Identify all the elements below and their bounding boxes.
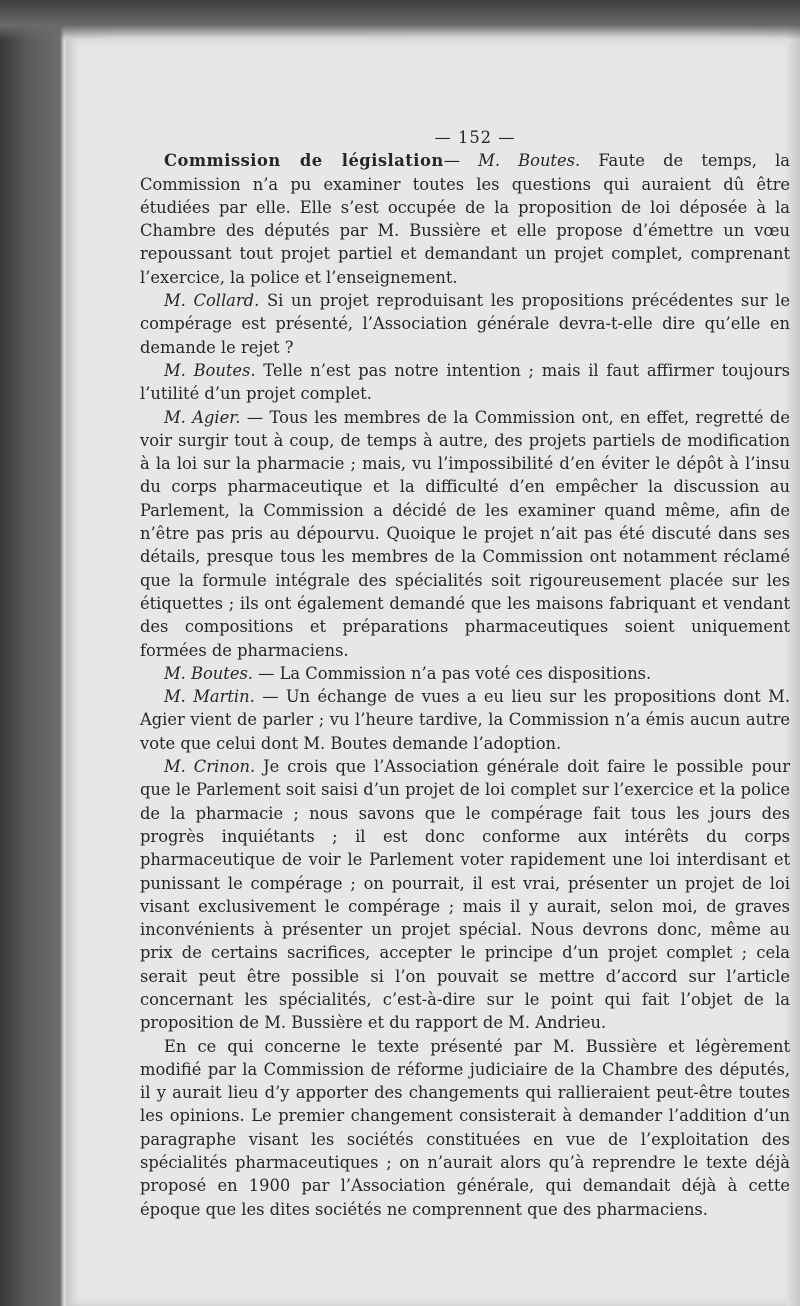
speaker-name: M. Martin. [164,687,255,707]
paragraph-8 [140,1035,790,1221]
paragraph-2 [140,289,790,359]
speaker-name: M. Agier. [164,407,241,427]
speaker-name: — M. Boutes. [443,151,581,171]
speaker-name: M. Boutes. [164,663,253,683]
speaker-name: M. Crinon. [164,757,256,777]
section-heading: Commission de législation [164,151,444,171]
paragraph-3 [140,359,790,406]
paragraph-6 [140,685,790,755]
paragraph-text: Je crois que l’Association générale doit faire le possible pour que le Parlement soit saisi d’un projet de loi complet sur l’exercice et la police de la pharmacie ; nous savons que le compérage fait tous les jours des progrès inquiétants ; il est donc conforme aux intérêts du corps pharmaceutique de voir le Parlement voter rapidement une loi interdisant et punissant le compérage ; on pourrait, il est vrai, présenter un projet de loi visant exclusivement le compérage ; mais il y aurait, selon moi, de graves inconvénients à présenter un projet spécial. Nous devrons donc, même au prix de certains sacrifices, accepter le principe d’un projet complet ; cela serait peut être possible si l’on pouvait se mettre d’accord sur l’article concernant les spécialités, c’est-à-dire sur le point qui fait l’objet de la proposition de M. Bussière et du rapport de M. Andrieu. [140,757,790,1033]
page-number: — 152 — [434,128,516,147]
speaker-name: M. Collard. [164,291,260,311]
paragraph-text: Faute de temps, la Commission n’a pu examiner toutes les questions qui auraient dû être étudiées par elle. Elle s’est occupée de la proposition de loi déposée à la Chambre des députés par M. Bussière et elle propose d’émettre un vœu repoussant tout projet partiel et demandant un projet complet, comprenant l’exercice, la police et l’enseignement. [140,151,790,287]
paragraph-text: Telle n’est pas notre intention ; mais il faut affirmer toujours l’utilité d’un projet complet. [140,360,791,404]
document-body [140,126,790,1221]
paragraph-text: — Un échange de vues a eu lieu sur les propositions dont M. Agier vient de parler ; vu l’heure tardive, la Commission n’a émis aucun autre vote que celui dont M. Boutes demande l’adoption. [140,687,790,753]
speaker-name: M. Boutes. [164,360,256,380]
paragraph-text: — La Commission n’a pas voté ces dispositions. [252,663,652,683]
paragraph-4 [140,406,790,662]
paragraph-text: En ce qui concerne le texte présenté par M. Bussière et légèrement modifié par la Commission de réforme judiciaire de la Chambre des députés, il y aurait lieu d’y apporter des changements qui rallieraient peut-être toutes les opinions. Le premier changement consisterait à demander l’addition d’un paragraphe visant les sociétés constituées en vue de l’exploitation des spécialités pharmaceutiques ; on n’aurait alors qu’à reprendre le texte déjà proposé en 1900 par l’Association générale, qui demandait déjà à cette époque que les dites sociétés ne comprennent que des pharmaciens. [140,1036,790,1219]
paragraph-text: Si un projet reproduisant les propositions précédentes sur le compérage est présenté, l’Association générale devra-t-elle dire qu’elle en demande le rejet ? [140,291,790,357]
paragraph-text: — Tous les membres de la Commission ont, en effet, regretté de voir surgir tout à coup, de temps à autre, des projets partiels de modification à la loi sur la pharmacie ; mais, vu l’impossibilité d’en éviter le dépôt à l’insu du corps pharmaceutique et la difficulté d’en empêcher la discussion au Parlement, la Commission a décidé de les examiner quand même, afin de n’être pas pris au dépourvu. Quoique le projet n’ait pas été discuté dans ses détails, presque tous les membres de la Commission ont notamment réclamé que la formule intégrale des spécialités soit rigoureusement placée sur les étiquettes ; ils ont également demandé que les maisons fabriquant et vendant des compositions et préparations pharmaceutiques soient uniquement formées de pharmaciens. [140,407,790,660]
paragraph-1 [140,149,790,289]
paragraph-7 [140,755,790,1035]
paragraph-5 [140,662,790,685]
